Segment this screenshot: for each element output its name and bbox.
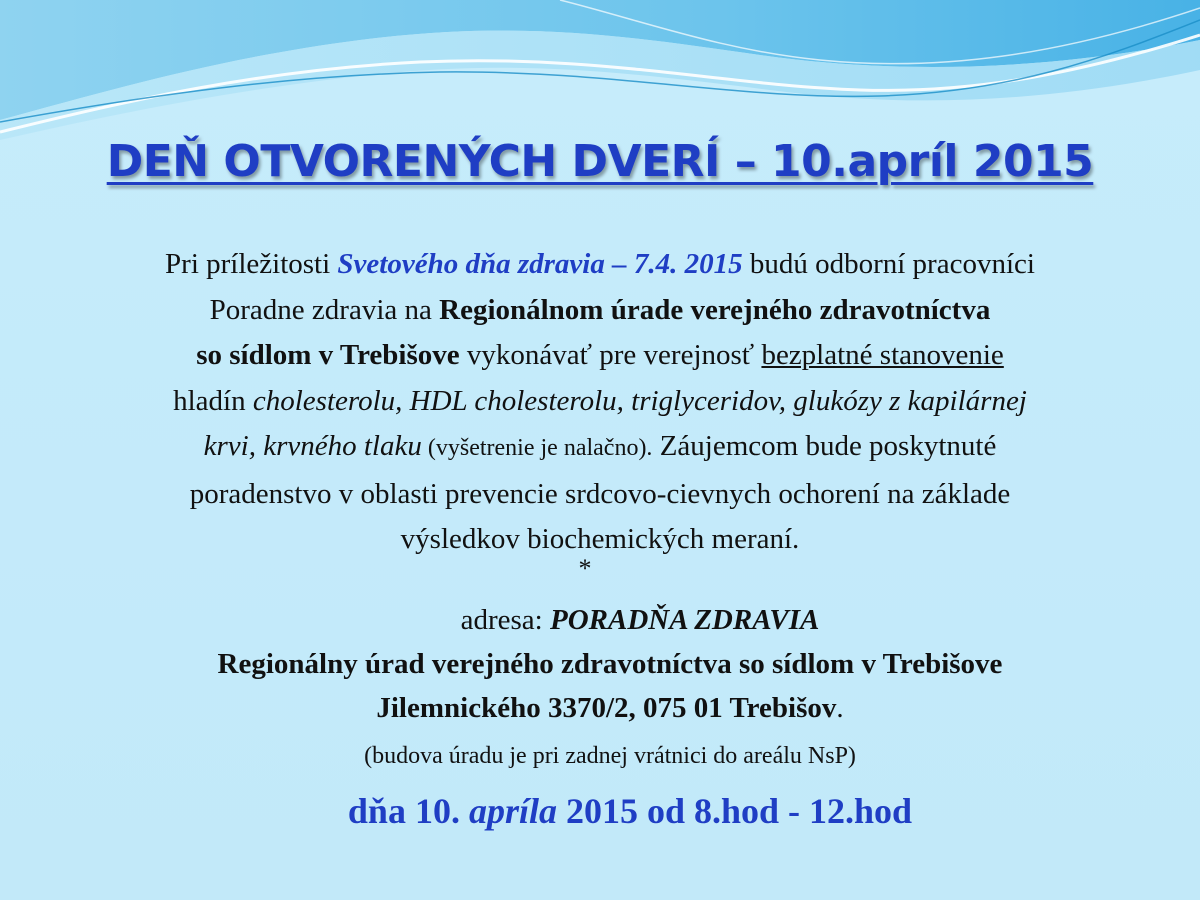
text-line bbox=[30, 379, 1170, 425]
address-label: adresa: bbox=[460, 604, 550, 636]
text-segment: dňa 10. bbox=[347, 791, 469, 831]
office-name: Regionálnom úrade verejného zdravotníctva bbox=[439, 293, 991, 326]
slide-title: DEŇ OTVORENÝCH DVERÍ – 10.apríl 2015 bbox=[106, 136, 1094, 187]
address-block bbox=[0, 598, 1200, 730]
text-segment: Pri príležitosti bbox=[165, 248, 338, 280]
event-datetime bbox=[0, 787, 1200, 835]
text-segment: . bbox=[836, 692, 844, 724]
address-line bbox=[0, 686, 1200, 730]
office-seat: so sídlom v Trebišove bbox=[196, 339, 460, 371]
text-line bbox=[30, 333, 1170, 379]
announcement-text bbox=[30, 242, 1170, 563]
separator: * bbox=[578, 554, 592, 583]
address-office: Regionálny úrad verejného zdravotníctva so sídlom v Trebišove bbox=[217, 648, 1003, 680]
text-line bbox=[30, 472, 1170, 518]
text-segment: poradenstvo v oblasti prevencie srdcovo-cievnych ochorení na základe bbox=[189, 477, 1011, 510]
measured-items: cholesterolu, HDL cholesterolu, triglyceridov, glukózy z kapilárnej bbox=[252, 384, 1027, 417]
text-segment: výsledkov biochemických meraní. bbox=[400, 523, 800, 555]
month-name: apríla bbox=[468, 791, 557, 831]
address-line bbox=[0, 642, 1200, 686]
event-name: Svetového dňa zdravia – 7.4. 2015 bbox=[337, 248, 743, 280]
address-name: PORADŇA ZDRAVIA bbox=[549, 604, 820, 636]
text-segment: 2015 od 8.hod - 12.hod bbox=[556, 791, 913, 831]
text-line bbox=[30, 242, 1170, 288]
text-segment: Záujemcom bude poskytnuté bbox=[652, 430, 997, 462]
text-segment: hladín bbox=[173, 384, 253, 417]
text-line bbox=[30, 424, 1170, 472]
text-segment: Poradne zdravia na bbox=[209, 293, 440, 326]
free-measurement: bezplatné stanovenie bbox=[761, 339, 1004, 371]
fasting-note: (vyšetrenie je nalačno). bbox=[421, 435, 653, 461]
measured-items-cont: krvi, krvného tlaku bbox=[203, 430, 422, 462]
text-line bbox=[30, 288, 1170, 334]
building-note: (budova úradu je pri zadnej vrátnici do areálu NsP) bbox=[364, 743, 856, 769]
address-street: Jilemnického 3370/2, 075 01 Trebišov bbox=[376, 692, 837, 724]
text-segment: budú odborní pracovníci bbox=[742, 248, 1035, 280]
text-segment: vykonávať pre verejnosť bbox=[459, 339, 762, 371]
address-line bbox=[0, 598, 1200, 642]
